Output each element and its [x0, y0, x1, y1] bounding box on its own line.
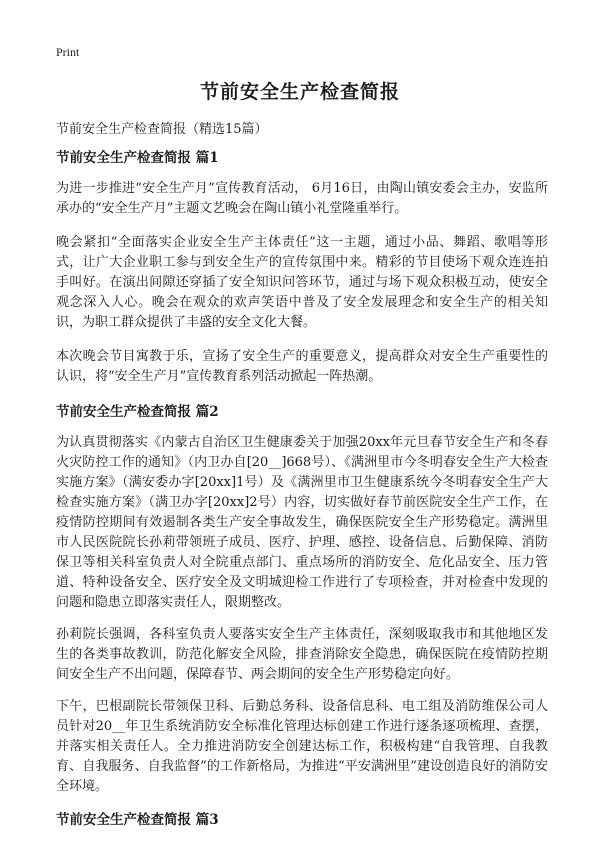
section-heading: 节前安全生产检查简报 篇1	[56, 150, 219, 166]
paragraph: 晚会紧扣“全面落实企业安全生产主体责任”这一主题，通过小品、舞蹈、歌唱等形式，让广大企业职工参与到安全生产的宣传氛围中来。精彩的节目使场下观众连连拍手叫好。在演出间隙还穿插了安全知识问答环节，通过与场下观众积极互动，使安全观念深入人心。晚会在观众的欢声笑语中普及了安全发展理念和安全生产的相关知识，为职工群众提供了丰盛的安全文化大餐。	[56, 235, 548, 330]
section-heading: 节前安全生产检查简报 篇3	[56, 812, 219, 828]
section-1	[56, 147, 548, 387]
paragraph: 为进一步推进“安全生产月”宣传教育活动， 6月16日，由陶山镇安委会主办，安监所承办的“安全生产月”主题文艺晚会在陶山镇小礼堂隆重举行。	[56, 181, 548, 216]
paragraph: 孙莉院长强调，各科室负责人要落实安全生产主体责任，深刻吸取我市和其他地区发生的各类事故教训，防范化解安全风险，排查消除安全隐患，确保医院在疫情防控期间安全生产不出问题，保障春节、两会期间的安全生产形势稳定向好。	[56, 627, 548, 682]
paragraph: 下午，巴根副院长带领保卫科、后勤总务科、设备信息科、电工组及消防维保公司人员针对20__年卫生系统消防安全标准化管理达标创建工作进行逐条逐项梳理、查摆，并落实相关责任人。全力推进消防安全创建达标工作，积极构建“自我管理、自我教育、自我服务、自我监督”的工作新格局，为推进“平安满洲里”建设创造良好的消防安全环境。	[56, 699, 548, 794]
paragraph: 为认真贯彻落实《内蒙古自治区卫生健康委关于加强20xx年元旦春节安全生产和冬春火灾防控工作的通知》（内卫办自[20__]668号）、《满洲里市今冬明春安全生产大检查实施方案》（满安委办字[20xx]1号）及《满洲里市卫生健康系统今冬明春安全生产大检查实施方案》（满卫办字[20xx]2号）内容，切实做好春节前医院安全生产工作，在疫情防控期间有效遏制各类生产安全事故发生，确保医院安全生产形势稳定。满洲里市人民医院院长孙莉带领班子成员、医疗、护理、感控、设备信息、后勤保障、消防保卫等相关科室负责人对全院重点部门、重点场所的消防安全、危化品安全、压力管道、特种设备安全、医疗安全及文明城迎检工作进行了专项检查，并对检查中发现的问题和隐患立即落实责任人，限期整改。	[56, 435, 548, 610]
print-link[interactable]: Print	[56, 45, 80, 59]
paragraph: 本次晚会节目寓教于乐，宣扬了安全生产的重要意义，提高群众对安全生产重要性的认识，将“安全生产月”宣传教育系列活动掀起一阵热潮。	[56, 349, 548, 384]
section-2	[56, 401, 548, 797]
document-subtitle: 节前安全生产检查简报（精选15篇）	[56, 122, 268, 137]
document-body	[56, 147, 548, 841]
page-title: 节前安全生产检查简报	[199, 81, 400, 103]
section-heading: 节前安全生产检查简报 篇2	[56, 404, 219, 420]
